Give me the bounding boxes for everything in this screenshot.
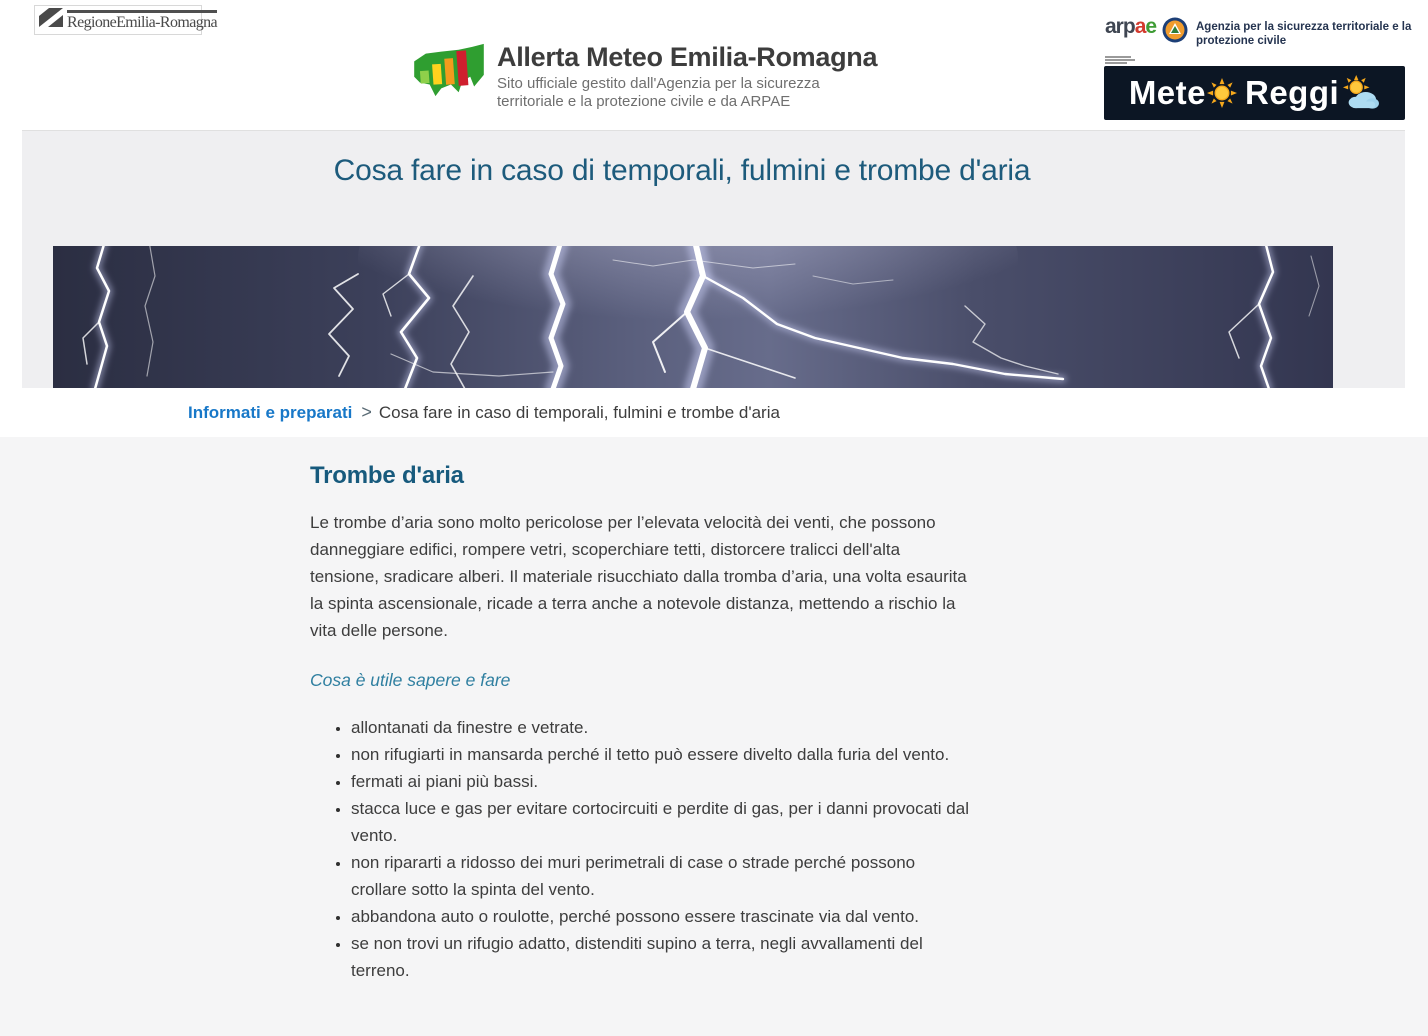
arpae-logo[interactable] <box>1105 17 1163 65</box>
arpae-text-green: e <box>1145 15 1157 38</box>
arpae-sublines <box>1105 56 1163 64</box>
meteo-banner-text-2: Reggi <box>1245 74 1340 111</box>
tip-item: • fermati ai piani più bassi. <box>351 768 972 795</box>
regione-logo-text: RegioneEmilia-Romagna <box>67 10 217 31</box>
tip-item: • abbandona auto o roulotte, perché possono essere trascinate via dal vento. <box>351 903 972 930</box>
tip-item: • se non trovi un rifugio adatto, distenditi supino a terra, negli avvallamenti del terreno. <box>351 930 972 984</box>
agenzia-protezione-civile[interactable] <box>1162 17 1414 48</box>
breadcrumb-separator-icon: > <box>361 402 372 422</box>
breadcrumb <box>0 388 1428 437</box>
cosa-utile-link[interactable]: Cosa è utile sapere e fare <box>310 670 511 690</box>
body-paragraph: Le trombe d’aria sono molto pericolose per l’elevata velocità dei venti, che possono danneggiare edifici, rompere vetri, scoperchiare tetti, distorcere tralicci dell'alta tensione, sradicare alberi. Il materiale risucchiato dalla tromba d’aria, una volta esaurita la spinta ascensionale, ricade a terra anche a notevole distanza, mettendo a rischio la vita delle persone. <box>310 513 967 640</box>
section-title: Trombe d'aria <box>310 462 464 489</box>
main-content <box>0 437 1428 1036</box>
sun-cloud-icon <box>1340 75 1380 111</box>
lightning-photo <box>53 246 1333 389</box>
site-subtitle: Sito ufficiale gestito dall'Agenzia per la sicurezza territoriale e la protezione civile e da ARPAE <box>497 75 820 110</box>
sun-icon <box>1207 78 1237 108</box>
meteo-reggio-banner[interactable] <box>1104 66 1405 120</box>
meteo-banner-text-1: Mete <box>1128 74 1206 111</box>
hero-band <box>22 130 1405 388</box>
breadcrumb-parent-link[interactable]: Informati e preparati <box>188 402 353 422</box>
arpae-text-red: a <box>1134 15 1146 38</box>
arpae-text-dark: arp <box>1105 15 1135 38</box>
site-brand[interactable] <box>412 42 877 111</box>
tip-item: • non ripararti a ridosso dei muri perimetrali di case o strade perché possono crollare sotto la spinta del vento. <box>351 849 972 903</box>
agency-name: Agenzia per la sicurezza territoriale e la protezione civile <box>1196 21 1412 47</box>
tip-item: • non rifugiarti in mansarda perché il tetto può essere divelto dalla furia del vento. <box>351 741 972 768</box>
tip-item: • allontanati da finestre e vetrate. <box>351 714 972 741</box>
protezione-civile-emblem-icon <box>1162 17 1188 48</box>
site-title: Allerta Meteo Emilia-Romagna <box>497 42 878 72</box>
regione-emilia-romagna-logo[interactable] <box>34 5 218 35</box>
page-title: Cosa fare in caso di temporali, fulmini e trombe d'aria <box>333 154 1031 187</box>
tips-list <box>310 714 972 984</box>
allerta-meteo-logo-icon <box>412 42 486 111</box>
tip-item: • stacca luce e gas per evitare cortocircuiti e perdite di gas, per i danni provocati dal vento. <box>351 795 972 849</box>
regione-flag-icon <box>39 8 63 32</box>
breadcrumb-current: Cosa fare in caso di temporali, fulmini e trombe d'aria <box>378 402 780 422</box>
